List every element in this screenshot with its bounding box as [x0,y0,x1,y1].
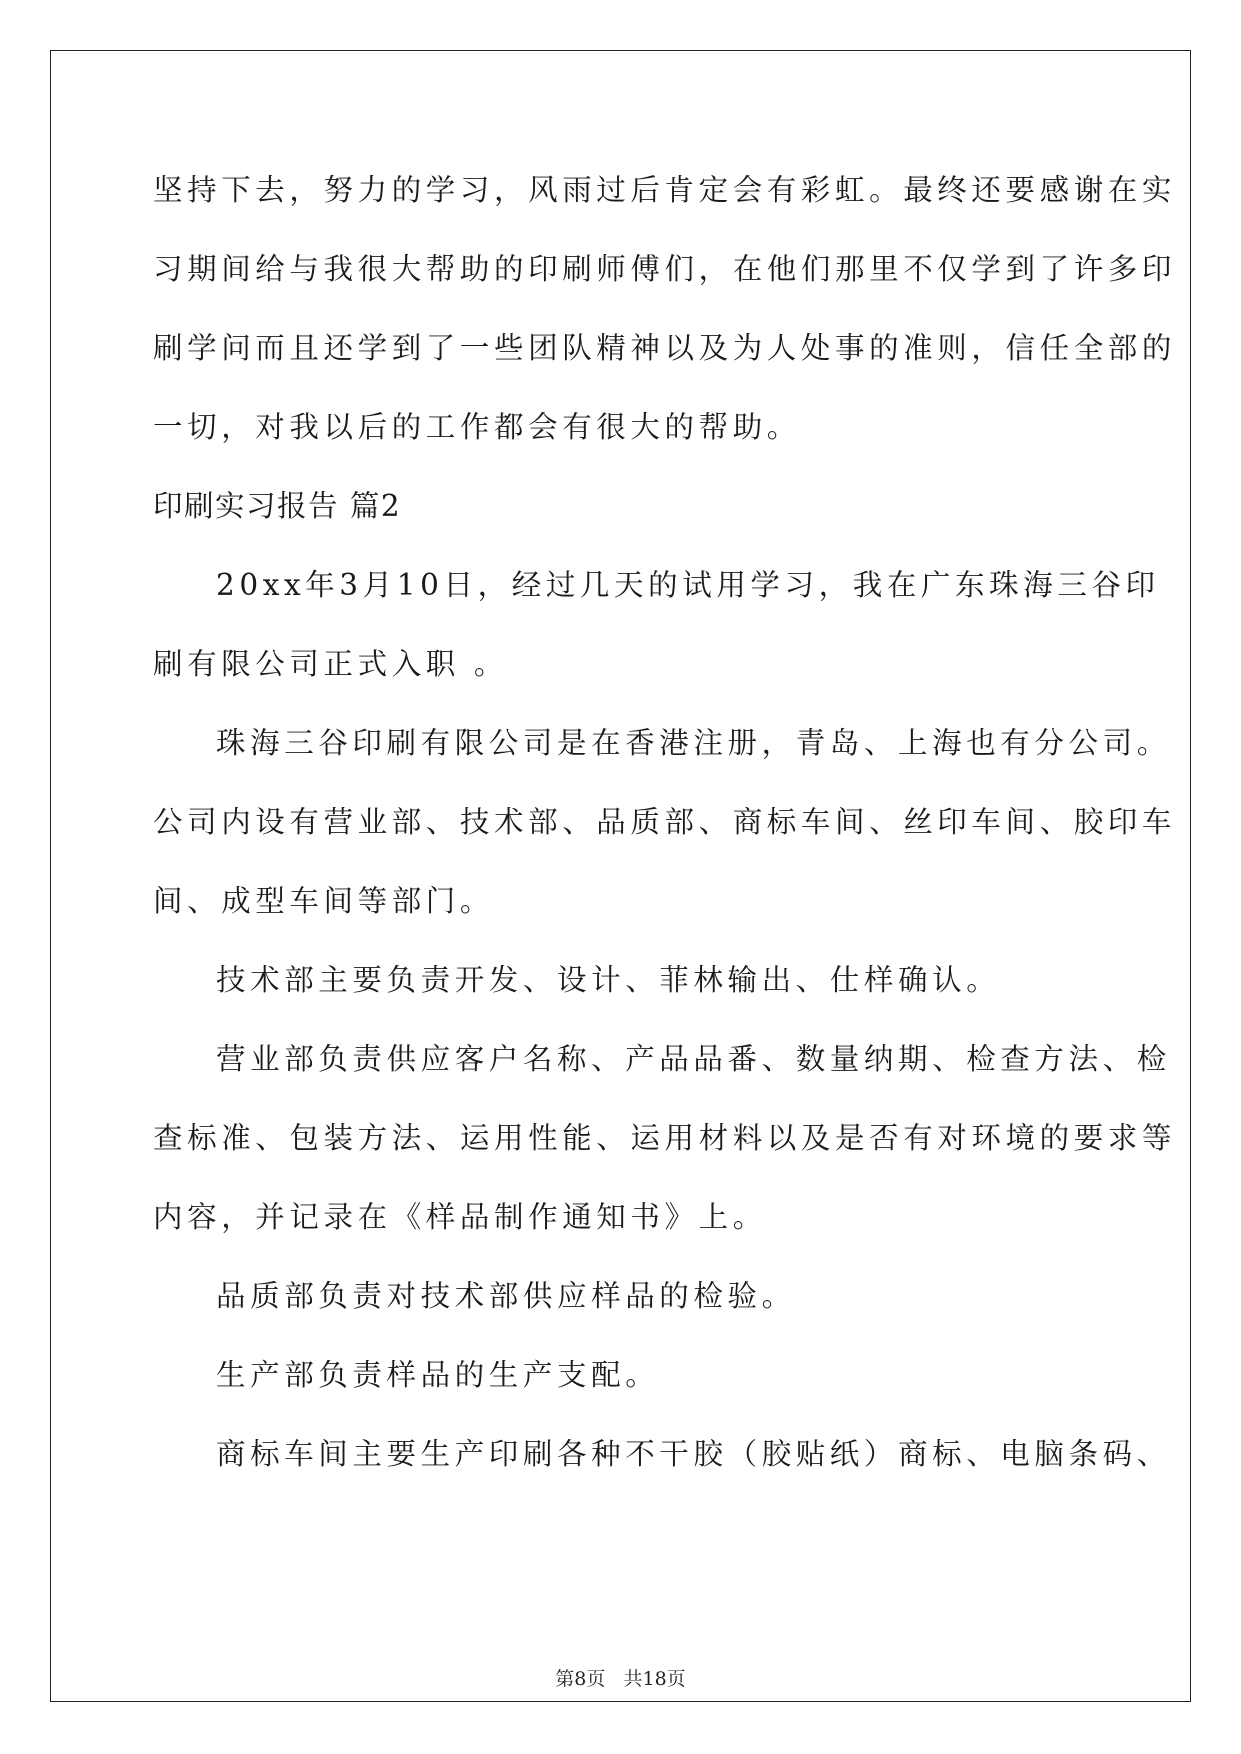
paragraph-line: 20xx年3月10日，经过几天的试用学习，我在广东珠海三谷印 [216,568,1160,602]
paragraph-line: 内容，并记录在《样品制作通知书》上。 [153,1200,767,1234]
paragraph-line: 坚持下去，努力的学习，风雨过后肯定会有彩虹。最终还要感谢在实 [153,173,1177,207]
paragraph-line: 生产部负责样品的生产支配。 [216,1358,660,1392]
paragraph-line: 珠海三谷印刷有限公司是在香港注册，青岛、上海也有分公司。 [216,726,1171,760]
paragraph-line: 品质部负责对技术部供应样品的检验。 [216,1279,796,1313]
paragraph-line: 营业部负责供应客户名称、产品品番、数量纳期、检查方法、检 [216,1042,1171,1076]
paragraph-line: 技术部主要负责开发、设计、菲林输出、仕样确认。 [216,963,1001,997]
paragraph-line: 习期间给与我很大帮助的印刷师傅们，在他们那里不仅学到了许多印 [153,252,1177,286]
paragraph-line: 刷有限公司正式入职 。 [153,647,508,681]
paragraph-line: 刷学问而且还学到了一些团队精神以及为人处事的准则，信任全部的 [153,331,1177,365]
paragraph-line: 公司内设有营业部、技术部、品质部、商标车间、丝印车间、胶印车 [153,805,1177,839]
paragraph-line: 商标车间主要生产印刷各种不干胶（胶贴纸）商标、电脑条码、 [216,1437,1171,1471]
section-heading: 印刷实习报告 篇2 [153,489,402,523]
paragraph-line: 间、成型车间等部门。 [153,884,495,918]
document-body [153,160,1177,1503]
paragraph-line: 查标准、包装方法、运用性能、运用材料以及是否有对环境的要求等 [153,1121,1177,1155]
paragraph-line: 一切，对我以后的工作都会有很大的帮助。 [153,410,801,444]
page-footer: 第8页 共18页 [555,1668,686,1690]
